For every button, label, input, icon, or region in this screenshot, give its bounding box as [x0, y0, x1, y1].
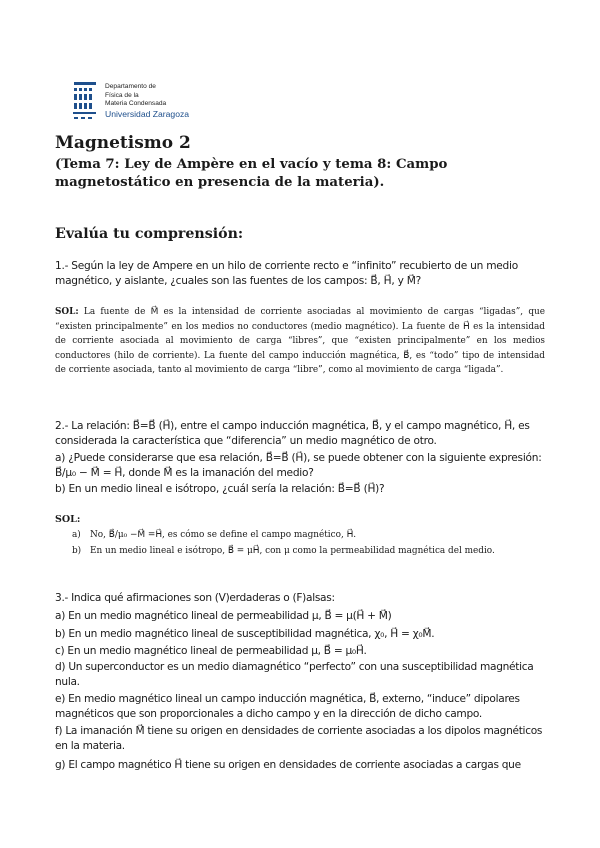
solution-2-label: SOL:: [55, 514, 81, 525]
question-3-item: b) En un medio magnético lineal de susceptibilidad magnética, χ₀, H⃗ = χ₀M⃗.: [55, 628, 435, 640]
question-2b: b) En un medio lineal e isótropo, ¿cuál sería la relación: B⃗=B⃗ (H⃗)?: [55, 483, 385, 495]
question-2-intro: 2.- La relación: B⃗=B⃗ (H⃗), entre el campo inducción magnética, B⃗, y el campo magnético, H⃗, es considerada la característica que “diferencia” un medio magnético de otro.: [55, 420, 530, 448]
question-3-item: f) La imanación M⃗ tiene su origen en densidades de corriente asociadas a los dipolos magnéticos en la materia.: [55, 725, 543, 752]
question-3-item: a) En un medio magnético lineal de permeabilidad μ, B⃗ = μ(H⃗ + M⃗): [55, 610, 392, 622]
university-name: Universidad Zaragoza: [105, 108, 190, 119]
list-marker: a): [72, 530, 81, 540]
solution-1: [55, 305, 545, 378]
question-3-intro: 3.- Indica qué afirmaciones son (V)erdaderas o (F)alsas:: [55, 592, 335, 604]
question-3-item: d) Un superconductor es un medio diamagnético “perfecto” con una susceptibilidad magnética nula.: [55, 661, 534, 688]
department-emblem-icon: [72, 82, 98, 122]
question-1: 1.- Según la ley de Ampere en un hilo de corriente recto e “infinito” recubierto de un medio magnético, y aislante, ¿cuales son las fuentes de los campos: B⃗, H⃗, y M⃗?: [55, 260, 518, 288]
page-title: Magnetismo 2: [55, 133, 191, 153]
question-2a: a) ¿Puede considerarse que esa relación, B⃗=B⃗ (H⃗), se puede obtener con la siguiente expresión: B⃗/μ₀ − M⃗ = H⃗, donde M⃗ es la imanación del medio?: [55, 452, 542, 480]
question-3-item: c) En un medio magnético lineal de permeabilidad μ, B⃗ = μ₀H⃗.: [55, 645, 367, 657]
solution-label: SOL:: [55, 307, 79, 317]
university-logo: [72, 79, 252, 123]
question-3-item: g) El campo magnético H⃗ tiene su origen en densidades de corriente asociadas a cargas que: [55, 759, 521, 771]
department-line: Materia Condensada: [105, 100, 167, 108]
department-line: Física de la: [105, 91, 139, 99]
department-line: Departamento de: [105, 83, 156, 90]
solution-2a: [72, 530, 552, 540]
solution-text: No, B⃗/μ₀ −M⃗ =H⃗, es cómo se define el campo magnético, H⃗.: [90, 530, 357, 540]
solution-text: La fuente de M⃗ es la intensidad de corriente asociadas al movimiento de cargas “ligadas”, que “existen principalmente” en los medios no conductores (medio magnético). La fuente de H⃗ es la intensidad de corriente asociada al movimiento de carga “libres”, que “existen principalmente” en los medios conductores (hilo de corriente). La fuente del campo inducción magnética, B⃗, es “todo” tipo de intensidad de corriente asociada, tanto al movimiento de carga “libre”, como al movimiento de carga “ligada”.: [55, 307, 545, 376]
department-name: [105, 83, 189, 118]
question-3-item: e) En medio magnético lineal un campo inducción magnética, B⃗, externo, “induce” dipolares magnéticos que son proporcionales a dicho campo y en la dirección de dicho campo.: [55, 693, 520, 720]
page-subtitle: (Tema 7: Ley de Ampère en el vacío y tema 8: Campo magnetostático en presencia de la materia).: [55, 157, 448, 190]
list-marker: b): [72, 546, 82, 556]
solution-2b: [72, 546, 552, 556]
solution-text: En un medio lineal e isótropo, B⃗ = μH⃗, con μ como la permeabilidad magnética del medio.: [90, 546, 495, 556]
section-title: Evalúa tu comprensión:: [55, 226, 244, 242]
